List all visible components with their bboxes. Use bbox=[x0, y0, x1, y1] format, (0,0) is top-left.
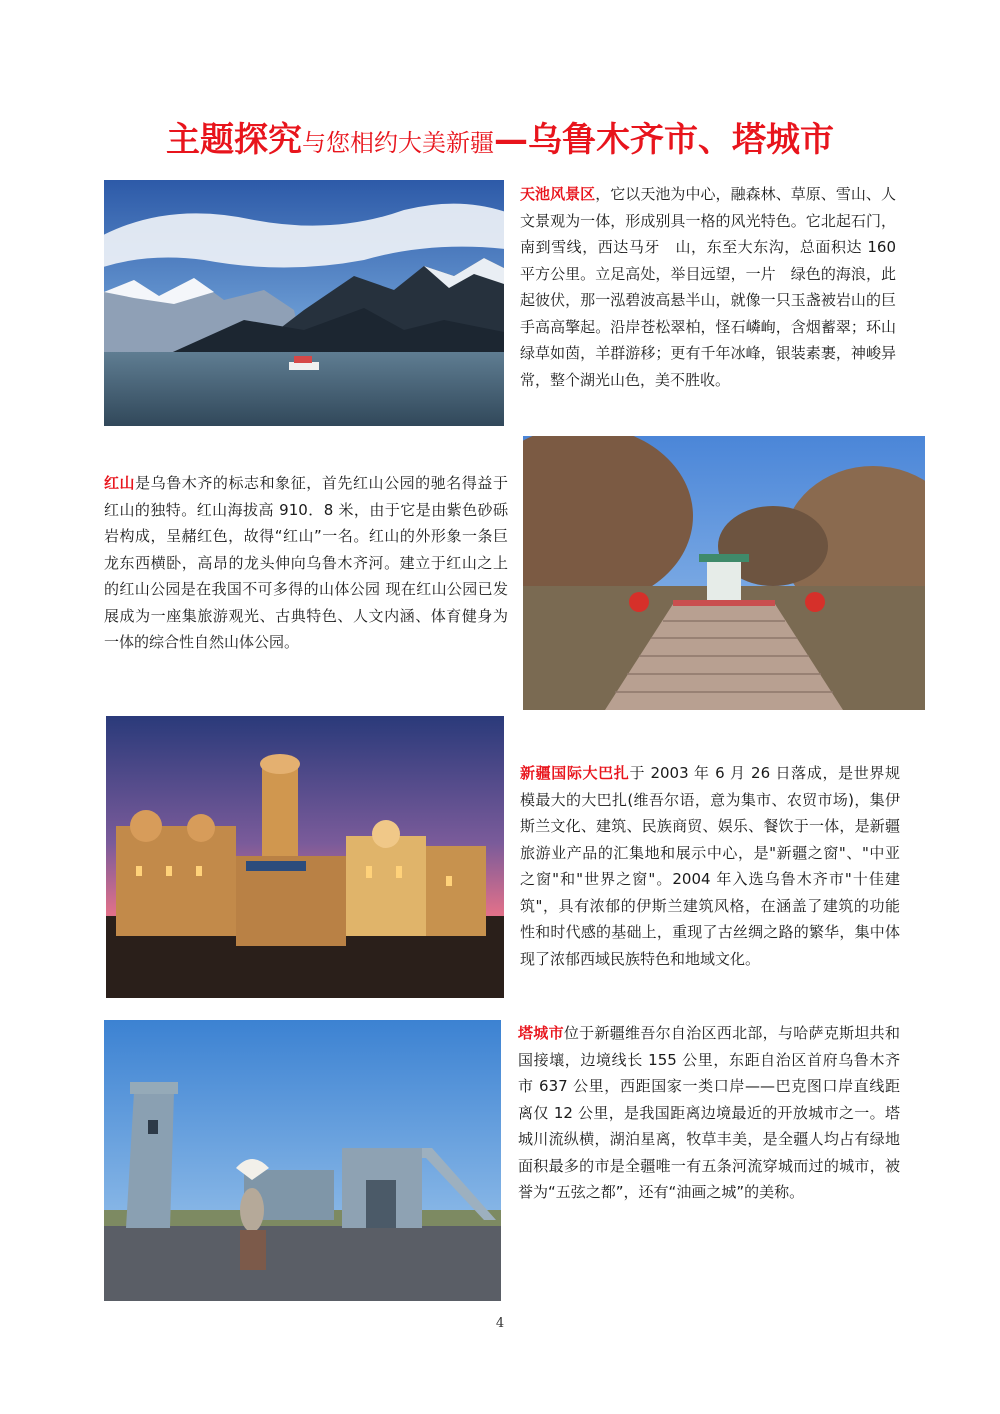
page-number: 4 bbox=[495, 1316, 505, 1331]
page-title bbox=[0, 112, 1000, 174]
bazaar-body: 于 2003 年 6 月 26 日落成，是世界规模最大的大巴扎(维吾尔语，意为集市、农贸市场)，集伊斯兰文化、建筑、民族商贸、娱乐、餐饮于一体，是新疆旅游业产品的汇集地和展示中心，是"新疆之窗"、"中亚之窗"和"世界之窗"。2004 年入选乌鲁木齐市"十佳建筑"，具有浓郁的伊斯兰建筑风格，在涵盖了建筑的功能性和时代感的基础上，重现了古丝绸之路的繁华，集中体现了浓郁西域民族特色和地域文化。 bbox=[520, 764, 900, 968]
grand-bazaar-photo bbox=[106, 716, 504, 998]
title-part-2: 与您相约大美新疆 bbox=[302, 129, 494, 157]
hongshan-body: 是乌鲁木齐的标志和象征，首先红山公园的驰名得益于红山的独特。红山海拔高 910．8 米，由于它是由紫色砂砾岩构成，呈赭红色，故得“红山”一名。红山的外形象一条巨龙东西横卧，高昂的龙头伸向乌鲁木齐河。建立于红山之上的红山公园是在我国不可多得的山体公园 现在红山公园已发展成为一座集旅游观光、古典特色、人文内涵、体育健身为一体的综合性自然山体公园。 bbox=[104, 474, 508, 651]
hongshan-heading: 红山 bbox=[104, 474, 136, 492]
tacheng-port-photo bbox=[104, 1020, 501, 1301]
tacheng-heading: 塔城市 bbox=[518, 1024, 564, 1042]
hongshan-park-photo bbox=[523, 436, 925, 710]
tacheng-body: 位于新疆维吾尔自治区西北部，与哈萨克斯坦共和国接壤，边境线长 155 公里，东距自治区首府乌鲁木齐市 637 公里，西距国家一类口岸——巴克图口岸直线距离仅 12 公里，是我国距离边境最近的开放城市之一。塔城川流纵横，湖泊星离，牧草丰美，是全疆人均占有绿地面积最多的市是全疆唯一有五条河流穿城而过的城市，被誉为“五弦之都”，还有“油画之城”的美称。 bbox=[518, 1024, 900, 1201]
bazaar-section bbox=[520, 760, 900, 972]
bazaar-heading: 新疆国际大巴扎 bbox=[520, 764, 630, 782]
title-part-1: 主题探究 bbox=[166, 120, 302, 160]
tianchi-heading: 天池风景区 bbox=[520, 185, 596, 203]
tianchi-body: ，它以天池为中心，融森林、草原、雪山、人文景观为一体，形成别具一格的风光特色。它北起石门，南到雪线，西达马牙 山，东至大东沟，总面积达 160 平方公里。立足高处，举目远望，一片 绿色的海浪，此起彼伏，那一泓碧波高悬半山，就像一只玉盏被岩山的巨手高高擎起。沿岸苍松翠柏，怪石嶙峋，含烟蓄翠；环山绿草如茵，羊群游移；更有千年冰峰，银装素裹，神峻异常，整个湖光山色，美不胜收。 bbox=[520, 185, 896, 389]
tianchi-lake-photo bbox=[104, 180, 504, 426]
hongshan-section bbox=[104, 470, 508, 656]
tianchi-section bbox=[520, 181, 896, 393]
title-part-3: —乌鲁木齐市、塔城市 bbox=[494, 120, 834, 160]
tacheng-section bbox=[518, 1020, 900, 1206]
